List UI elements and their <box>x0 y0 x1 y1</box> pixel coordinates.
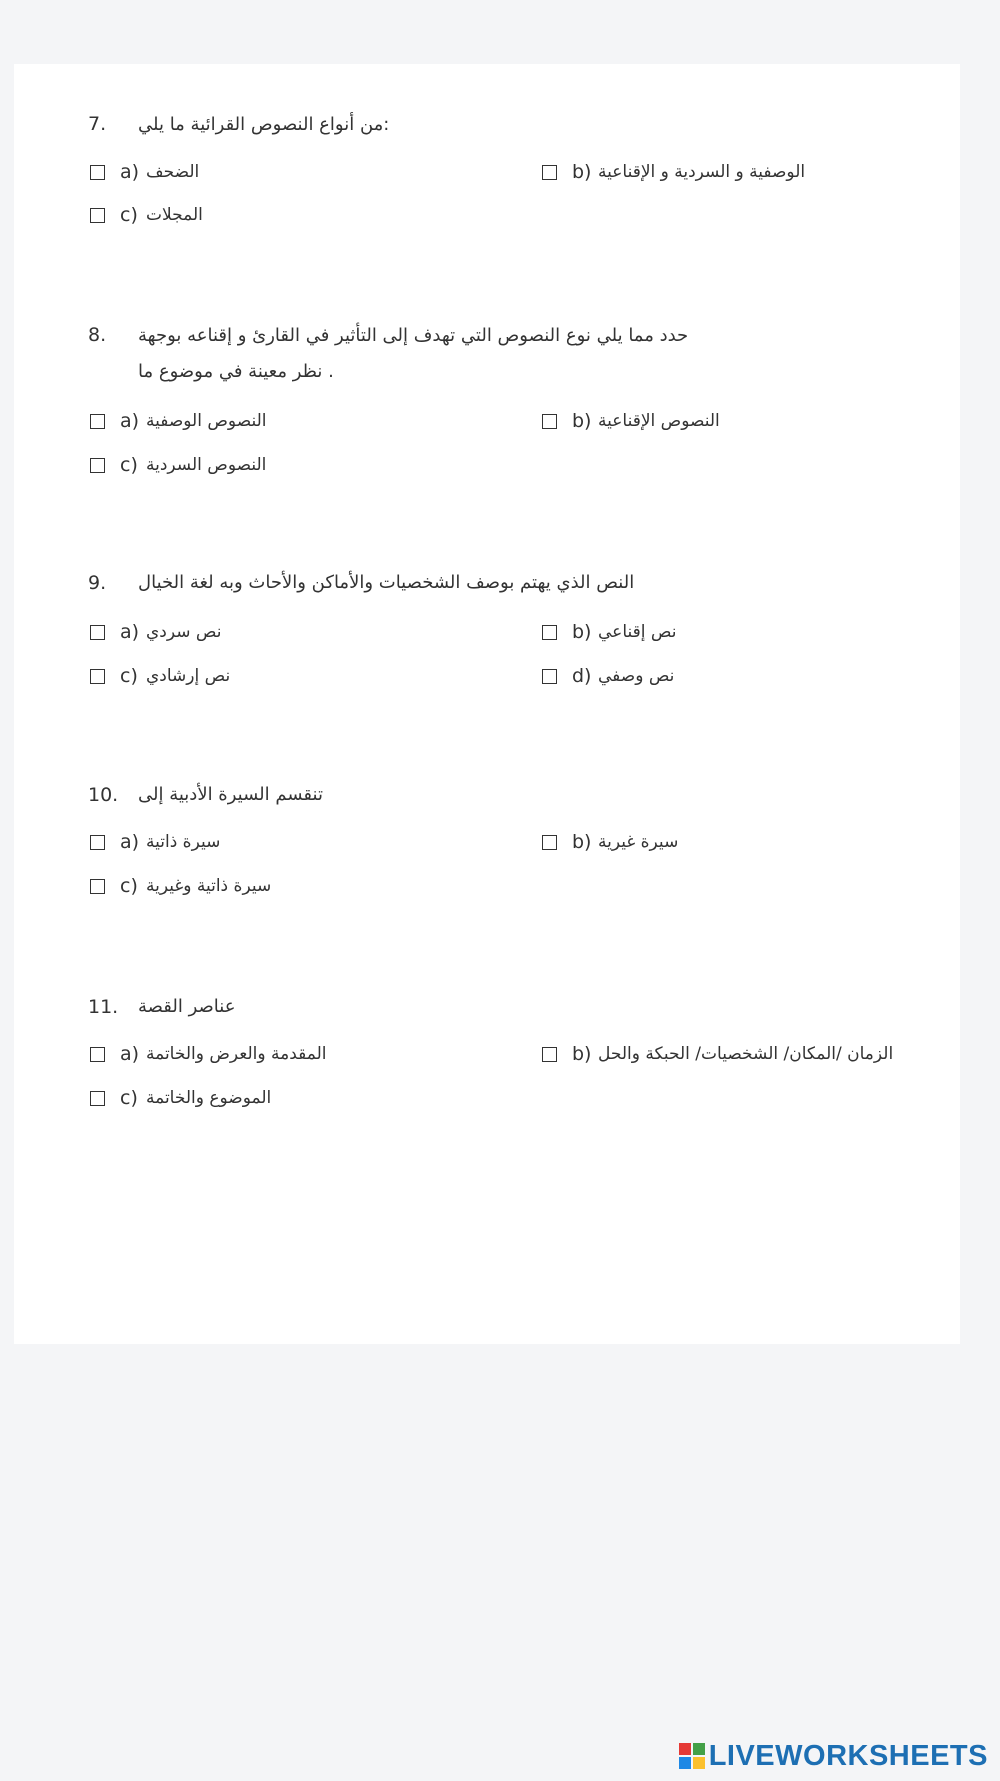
checkbox[interactable] <box>90 165 105 180</box>
option-letter: c) <box>120 1087 138 1109</box>
option-letter: b) <box>572 410 592 432</box>
logo-tile-green <box>693 1743 705 1755</box>
question-number: 11. <box>88 996 119 1018</box>
checkbox[interactable] <box>542 669 557 684</box>
question-number: 9. <box>88 572 107 594</box>
option-text: نص سردي <box>146 622 222 642</box>
option-letter: a) <box>120 410 140 432</box>
option-text: المجلات <box>146 205 203 225</box>
option-text: المقدمة والعرض والخاتمة <box>146 1044 327 1064</box>
option-letter: c) <box>120 665 138 687</box>
checkbox[interactable] <box>90 1091 105 1106</box>
option-text: النصوص الوصفية <box>146 411 267 431</box>
checkbox[interactable] <box>542 1047 557 1062</box>
option-letter: a) <box>120 1043 140 1065</box>
question-number: 10. <box>88 784 119 806</box>
question-number: 8. <box>88 324 107 346</box>
option-letter: a) <box>120 621 140 643</box>
checkbox[interactable] <box>90 458 105 473</box>
option-text: سيرة غيرية <box>598 832 679 852</box>
option-text: الضحف <box>146 162 200 182</box>
brand-name: LIVEWORKSHEETS <box>708 1739 988 1772</box>
option-text: الوصفية و السردية و الإقناعية <box>598 162 806 182</box>
logo-tile-red <box>679 1743 691 1755</box>
checkbox[interactable] <box>90 1047 105 1062</box>
question-text: :من أنواع النصوص القرائية ما يلي <box>138 114 390 135</box>
option-letter: c) <box>120 204 138 226</box>
option-text: النصوص السردية <box>146 455 267 475</box>
question-text-line1: حدد مما يلي نوع النصوص التي تهدف إلى التأثير في القارئ و إقناعه بوجهة <box>138 325 689 346</box>
checkbox[interactable] <box>542 835 557 850</box>
option-letter: b) <box>572 1043 592 1065</box>
option-text: نص إرشادي <box>146 666 231 686</box>
option-text: الزمان /المكان/ الشخصيات/ الحبكة والحل <box>598 1044 894 1064</box>
checkbox[interactable] <box>90 625 105 640</box>
checkbox[interactable] <box>542 625 557 640</box>
checkbox[interactable] <box>90 835 105 850</box>
checkbox[interactable] <box>90 414 105 429</box>
checkbox[interactable] <box>90 669 105 684</box>
option-text: نص وصفي <box>598 666 675 686</box>
logo-tile-yellow <box>693 1757 705 1769</box>
liveworksheets-logo-icon <box>679 1743 705 1769</box>
option-letter: a) <box>120 831 140 853</box>
option-letter: c) <box>120 875 138 897</box>
checkbox[interactable] <box>90 208 105 223</box>
option-text: النصوص الإقناعية <box>598 411 720 431</box>
question-text: تنقسم السيرة الأدبية إلى <box>138 784 323 805</box>
checkbox[interactable] <box>90 879 105 894</box>
option-text: الموضوع والخاتمة <box>146 1088 272 1108</box>
option-letter: b) <box>572 161 592 183</box>
question-text: عناصر القصة <box>138 996 236 1017</box>
question-text: النص الذي يهتم بوصف الشخصيات والأماكن والأحاث وبه لغة الخيال <box>138 572 635 593</box>
logo-tile-blue <box>679 1757 691 1769</box>
question-number: 7. <box>88 113 107 135</box>
option-text: سيرة ذاتية وغيرية <box>146 876 272 896</box>
option-letter: d) <box>572 665 592 687</box>
question-text-line2: . نظر معينة في موضوع ما <box>138 361 334 382</box>
option-text: سيرة ذاتية <box>146 832 221 852</box>
option-letter: c) <box>120 454 138 476</box>
option-letter: a) <box>120 161 140 183</box>
option-letter: b) <box>572 831 592 853</box>
liveworksheets-brand[interactable] <box>679 1739 988 1773</box>
checkbox[interactable] <box>542 414 557 429</box>
worksheet-page <box>14 64 960 1344</box>
checkbox[interactable] <box>542 165 557 180</box>
option-letter: b) <box>572 621 592 643</box>
option-text: نص إقناعي <box>598 622 677 642</box>
